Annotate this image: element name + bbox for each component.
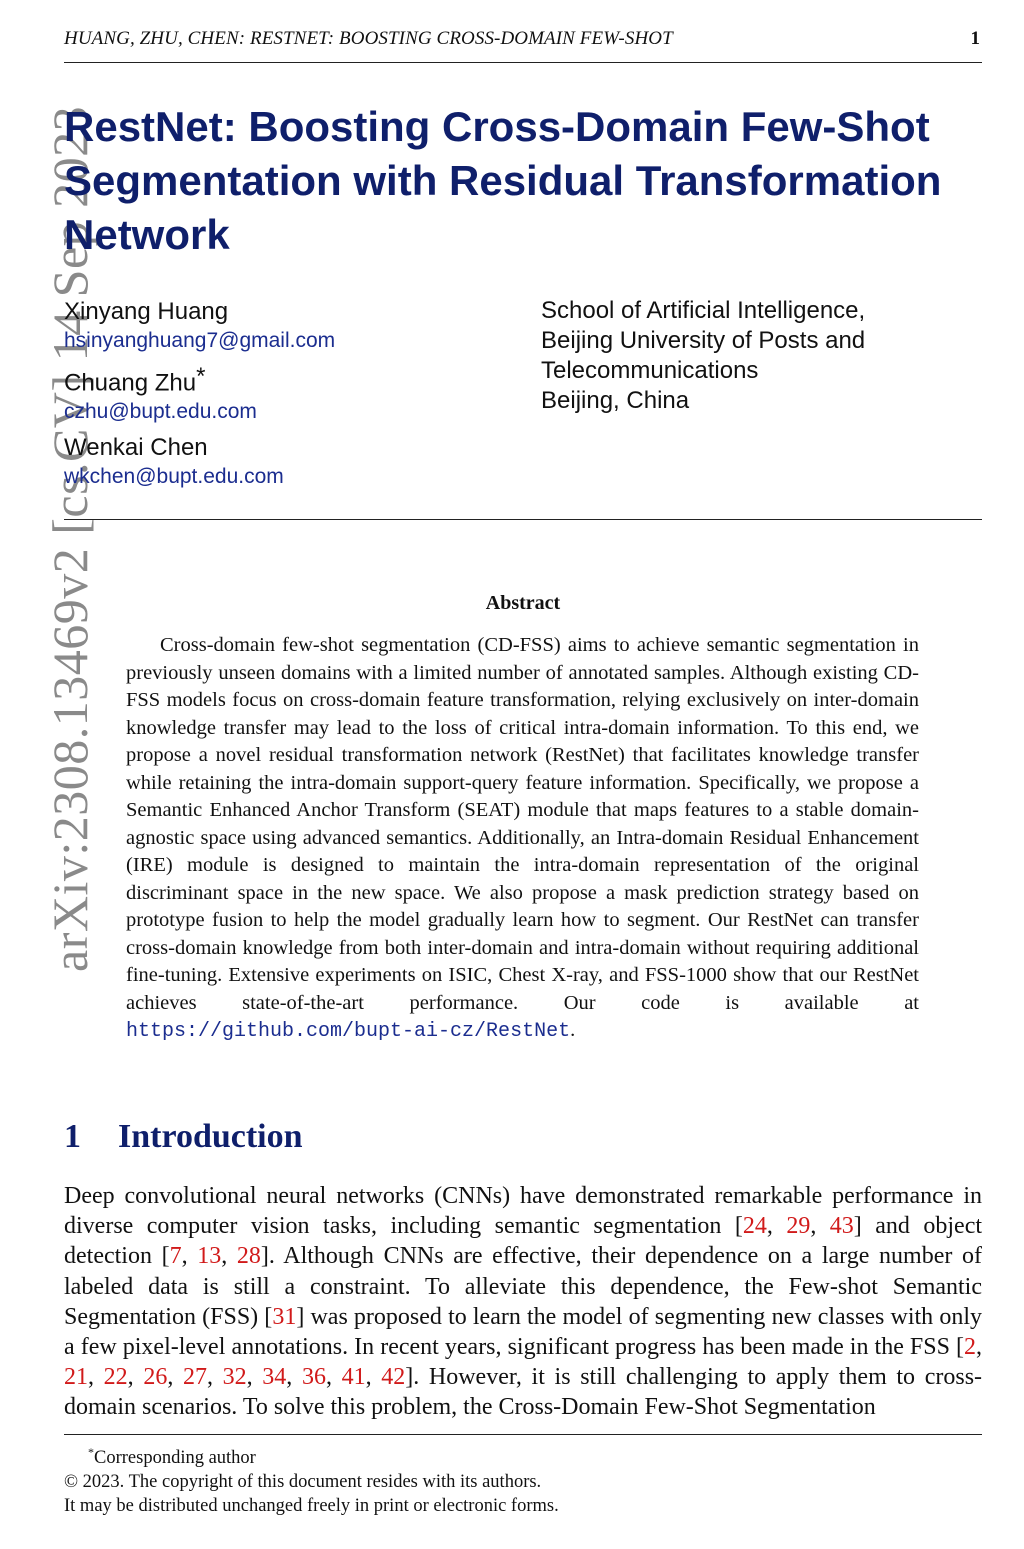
citation-link[interactable]: 34 bbox=[262, 1364, 287, 1391]
citation-separator: , bbox=[810, 1213, 830, 1240]
author-email-link[interactable]: wkchen@bupt.edu.com bbox=[64, 465, 284, 489]
intro-text: ] and object detection [ bbox=[64, 1213, 983, 1270]
affiliation-line: School of Artificial Intelligence, bbox=[541, 297, 866, 324]
arxiv-identifier-stamp: arXiv:2308.13469v2 [cs.CV] 14 Sep 2023 bbox=[42, 105, 98, 972]
footnotes bbox=[64, 1440, 982, 1518]
citation-link[interactable]: 36 bbox=[301, 1364, 326, 1391]
intro-text: ] was proposed to learn the model of segmenting new classes with only a few pixel-level annotations. In recent years, significant progress has been made in the FSS [ bbox=[64, 1303, 982, 1361]
citation-separator: , bbox=[206, 1364, 223, 1391]
corresponding-author-footnote bbox=[64, 1440, 982, 1470]
author-name: Wenkai Chen bbox=[64, 434, 208, 462]
citation-separator: , bbox=[221, 1243, 237, 1270]
author-list bbox=[64, 296, 524, 497]
citation-link[interactable]: 43 bbox=[829, 1213, 854, 1240]
citation-link[interactable]: 2 bbox=[964, 1334, 976, 1361]
citation-separator: , bbox=[286, 1364, 302, 1391]
affiliation-line: Beijing, China bbox=[541, 387, 690, 414]
intro-text: ]. However, it is still challenging to apply them to cross-domain scenarios. To solve this problem, the Cross-Domain Few-Shot Segmentation bbox=[64, 1364, 983, 1421]
author-name: Chuang Zhu bbox=[64, 369, 197, 397]
citation-link[interactable]: 32 bbox=[222, 1364, 247, 1391]
copyright-notice: © 2023. The copyright of this document resides with its authors. bbox=[64, 1472, 542, 1493]
citation-separator: , bbox=[181, 1243, 198, 1270]
citation-link[interactable]: 28 bbox=[236, 1243, 261, 1270]
citation-separator: , bbox=[365, 1364, 382, 1391]
citation-separator: , bbox=[976, 1334, 982, 1361]
abstract-body bbox=[126, 632, 919, 1046]
title-line: Segmentation with Residual Transformation bbox=[64, 157, 942, 204]
author-email-link[interactable]: hsinyanghuang7@gmail.com bbox=[64, 329, 336, 352]
citation-separator: , bbox=[246, 1364, 263, 1391]
citation-separator: , bbox=[127, 1364, 144, 1391]
footnote-mark: * bbox=[88, 1445, 94, 1459]
citation-link[interactable]: 41 bbox=[341, 1364, 366, 1391]
distribution-notice: It may be distributed unchanged freely in print or electronic forms. bbox=[64, 1496, 559, 1517]
author-name: Xinyang Huang bbox=[64, 298, 229, 325]
introduction-paragraph bbox=[64, 1181, 982, 1423]
citation-link[interactable]: 42 bbox=[381, 1364, 406, 1391]
citation-link[interactable]: 31 bbox=[272, 1303, 297, 1330]
citation-link[interactable]: 24 bbox=[742, 1213, 767, 1240]
corresponding-author-mark: * bbox=[196, 363, 206, 390]
running-title: HUANG, ZHU, CHEN: RESTNET: BOOSTING CROSS-DOMAIN FEW-SHOT bbox=[64, 28, 673, 49]
citation-link[interactable]: 26 bbox=[143, 1364, 168, 1391]
abstract-end: . bbox=[570, 1019, 576, 1041]
citation-link[interactable]: 13 bbox=[197, 1243, 222, 1270]
citation-link[interactable]: 29 bbox=[786, 1213, 811, 1240]
intro-text: ]. Although CNNs are effective, their dependence on a large number of labeled data is still a constraint. To alleviate this dependence, the Few-shot Semantic Segmentation (FSS) [ bbox=[64, 1243, 982, 1330]
author-entry bbox=[64, 361, 524, 426]
citation-link[interactable]: 21 bbox=[64, 1364, 88, 1391]
running-header bbox=[64, 26, 982, 63]
page-number: 1 bbox=[970, 28, 980, 49]
citation-separator: , bbox=[766, 1213, 787, 1240]
citation-link[interactable]: 7 bbox=[169, 1243, 182, 1270]
author-email-link[interactable]: czhu@bupt.edu.com bbox=[64, 400, 257, 424]
code-repository-link[interactable]: https://github.com/bupt-ai-cz/RestNet bbox=[126, 1020, 571, 1043]
affiliation bbox=[541, 296, 981, 416]
footnote-text: Corresponding author bbox=[94, 1448, 256, 1469]
citation-separator: , bbox=[325, 1364, 342, 1391]
abstract-text: Cross-domain few-shot segmentation (CD-FSS) aims to achieve semantic segmentation in previously unseen domains with a limited number of annotated samples. Although existing CD-FSS models focus on cross-domain feature transformation, relying exclusively on inter-domain knowledge transfer may lead to the loss of critical intra-domain information. To this end, we propose a novel residual transformation network (RestNet) that facilitates knowledge transfer while retaining the intra-domain support-query feature information. Specifically, we propose a Semantic Enhanced Anchor Transform (SEAT) module that maps features to a stable domain-agnostic space using advanced semantics. Additionally, an Intra-domain Residual Enhancement (IRE) module is designed to maintain the intra-domain representation of the original discriminant space in the new space. We also propose a mask prediction strategy based on prototype fusion to help the model gradually learn how to segment. Our RestNet can transfer cross-domain knowledge from both inter-domain and intra-domain without requiring additional fine-tuning. Extensive experiments on ISIC, Chest X-ray, and FSS-1000 show that our RestNet achieves state-of-the-art performance. Our code is available at bbox=[126, 634, 919, 1014]
section-title: Introduction bbox=[118, 1118, 303, 1155]
title-line: Network bbox=[64, 211, 230, 258]
author-entry bbox=[64, 296, 524, 355]
citation-separator: , bbox=[167, 1364, 183, 1391]
section-heading bbox=[64, 1113, 982, 1161]
footnote-divider bbox=[64, 1434, 982, 1435]
affiliation-line: Telecommunications bbox=[541, 357, 759, 384]
title-line: RestNet: Boosting Cross-Domain Few-Shot bbox=[64, 103, 930, 150]
citation-separator: , bbox=[88, 1364, 104, 1391]
intro-text: Deep convolutional neural networks (CNNs) have demonstrated remarkable performance in diverse computer vision tasks, including semantic segmentation [ bbox=[64, 1183, 982, 1240]
citation-link[interactable]: 27 bbox=[182, 1364, 207, 1391]
affiliation-line: Beijing University of Posts and bbox=[541, 327, 866, 354]
abstract-heading: Abstract bbox=[485, 592, 561, 614]
author-entry bbox=[64, 432, 524, 491]
section-number: 1 bbox=[64, 1118, 81, 1155]
citation-link[interactable]: 22 bbox=[103, 1364, 128, 1391]
header-divider bbox=[64, 519, 982, 520]
paper-title bbox=[64, 100, 994, 262]
